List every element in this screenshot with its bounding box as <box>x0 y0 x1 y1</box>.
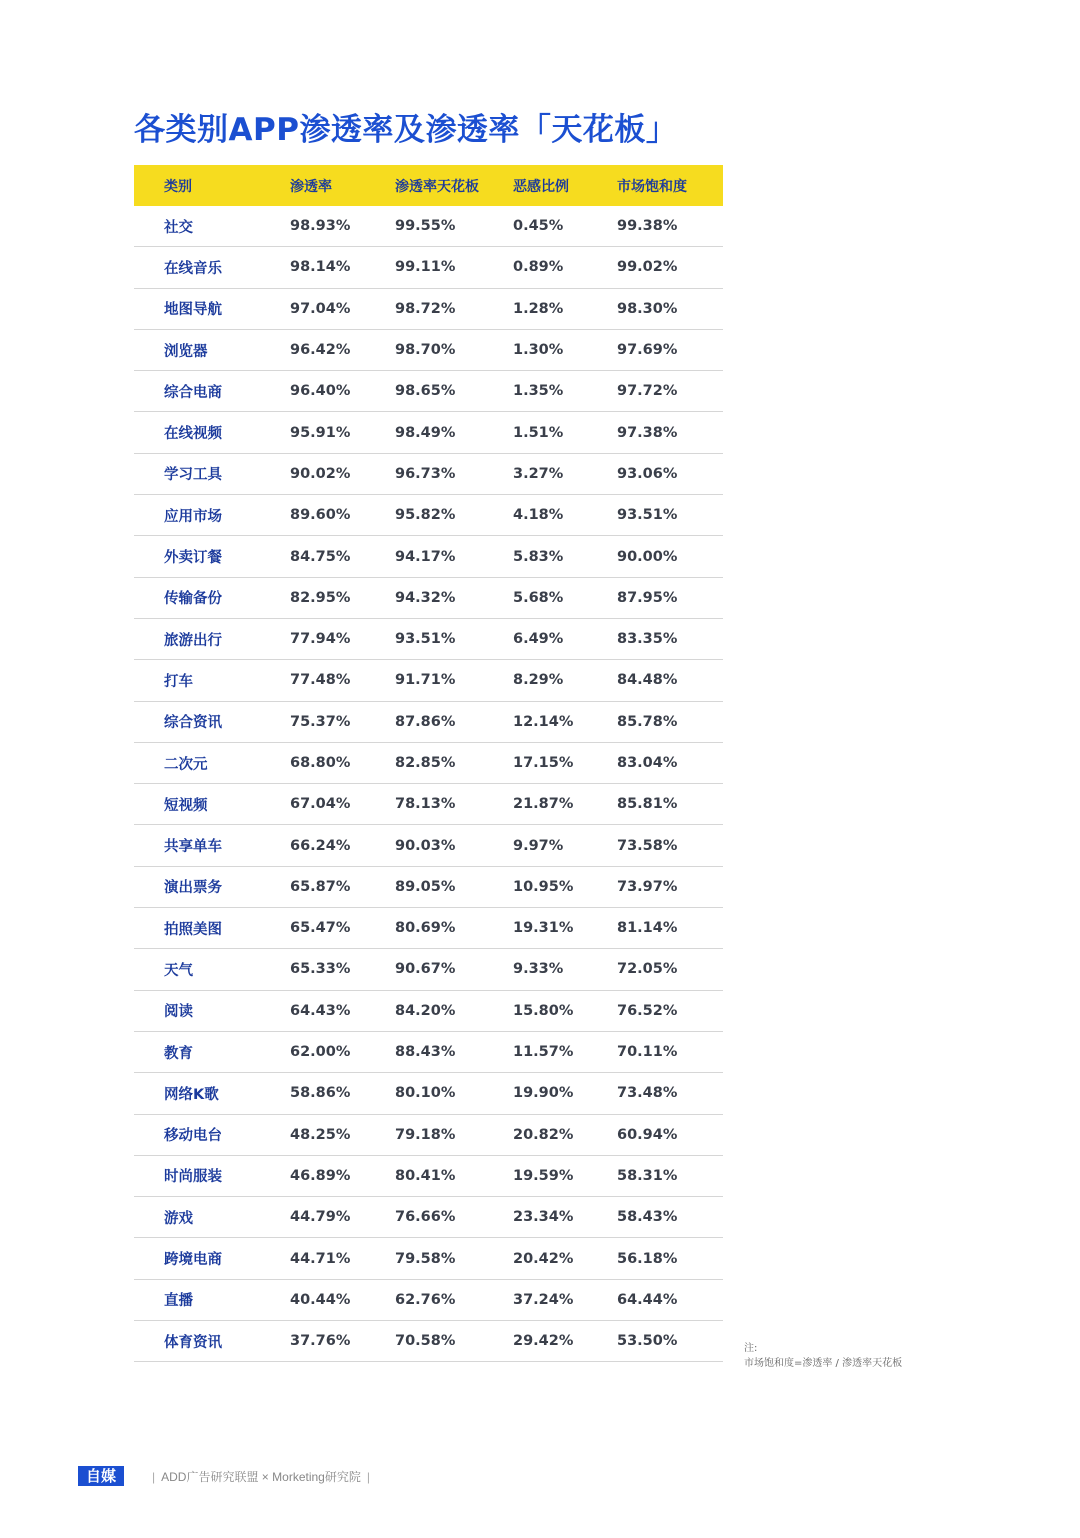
value-cell: 67.04% <box>290 796 351 813</box>
category-cell: 综合电商 <box>164 384 222 401</box>
value-cell: 82.95% <box>290 589 351 606</box>
value-cell: 1.28% <box>513 300 564 317</box>
column-header: 类别 <box>164 178 192 195</box>
value-cell: 96.42% <box>290 342 351 359</box>
table-row <box>134 660 723 701</box>
category-cell: 天气 <box>164 962 193 979</box>
footer <box>78 1466 376 1486</box>
value-cell: 62.76% <box>395 1291 456 1308</box>
table-row <box>134 330 723 371</box>
table-row <box>134 536 723 577</box>
category-cell: 二次元 <box>164 756 208 773</box>
value-cell: 80.41% <box>395 1167 456 1184</box>
category-cell: 移动电台 <box>164 1128 222 1145</box>
value-cell: 94.32% <box>395 589 456 606</box>
value-cell: 99.11% <box>395 259 456 276</box>
category-cell: 社交 <box>164 219 193 236</box>
value-cell: 12.14% <box>513 713 574 730</box>
value-cell: 37.76% <box>290 1333 351 1350</box>
table-row <box>134 454 723 495</box>
table-row <box>134 743 723 784</box>
table-row <box>134 1115 723 1156</box>
value-cell: 96.73% <box>395 465 456 482</box>
value-cell: 99.55% <box>395 218 456 235</box>
value-cell: 72.05% <box>617 961 678 978</box>
value-cell: 90.03% <box>395 837 456 854</box>
brand-logo: 自媒 <box>78 1466 124 1486</box>
value-cell: 19.59% <box>513 1167 574 1184</box>
value-cell: 56.18% <box>617 1250 678 1267</box>
value-cell: 0.89% <box>513 259 564 276</box>
value-cell: 89.60% <box>290 507 351 524</box>
table-row <box>134 412 723 453</box>
value-cell: 21.87% <box>513 796 574 813</box>
value-cell: 84.20% <box>395 1002 456 1019</box>
table-row <box>134 825 723 866</box>
table-row <box>134 289 723 330</box>
value-cell: 58.43% <box>617 1209 678 1226</box>
value-cell: 80.69% <box>395 920 456 937</box>
value-cell: 94.17% <box>395 548 456 565</box>
value-cell: 81.14% <box>617 920 678 937</box>
value-cell: 23.34% <box>513 1209 574 1226</box>
value-cell: 98.72% <box>395 300 456 317</box>
category-cell: 阅读 <box>164 1004 193 1021</box>
value-cell: 73.48% <box>617 1085 678 1102</box>
table-row <box>134 908 723 949</box>
category-cell: 短视频 <box>164 797 208 814</box>
value-cell: 65.87% <box>290 878 351 895</box>
value-cell: 6.49% <box>513 631 564 648</box>
value-cell: 3.27% <box>513 465 564 482</box>
value-cell: 19.31% <box>513 920 574 937</box>
value-cell: 60.94% <box>617 1126 678 1143</box>
value-cell: 53.50% <box>617 1333 678 1350</box>
table-row <box>134 619 723 660</box>
category-cell: 教育 <box>164 1045 193 1062</box>
value-cell: 76.66% <box>395 1209 456 1226</box>
value-cell: 9.33% <box>513 961 564 978</box>
page-title: 各类别APP渗透率及渗透率「天花板」 <box>134 112 678 148</box>
value-cell: 40.44% <box>290 1291 351 1308</box>
value-cell: 77.48% <box>290 672 351 689</box>
category-cell: 网络K歌 <box>164 1086 219 1103</box>
divider: | <box>152 1469 156 1484</box>
table-row <box>134 867 723 908</box>
value-cell: 93.51% <box>617 507 678 524</box>
footer-credit <box>146 1468 376 1485</box>
value-cell: 5.68% <box>513 589 564 606</box>
value-cell: 96.40% <box>290 383 351 400</box>
value-cell: 73.97% <box>617 878 678 895</box>
value-cell: 78.13% <box>395 796 456 813</box>
penetration-table <box>134 165 723 1362</box>
value-cell: 93.51% <box>395 631 456 648</box>
value-cell: 90.02% <box>290 465 351 482</box>
table-row <box>134 1197 723 1238</box>
table-row <box>134 247 723 288</box>
value-cell: 9.97% <box>513 837 564 854</box>
value-cell: 98.49% <box>395 424 456 441</box>
value-cell: 48.25% <box>290 1126 351 1143</box>
value-cell: 37.24% <box>513 1291 574 1308</box>
value-cell: 79.18% <box>395 1126 456 1143</box>
value-cell: 66.24% <box>290 837 351 854</box>
value-cell: 1.30% <box>513 342 564 359</box>
value-cell: 97.04% <box>290 300 351 317</box>
value-cell: 62.00% <box>290 1044 351 1061</box>
value-cell: 46.89% <box>290 1167 351 1184</box>
value-cell: 20.82% <box>513 1126 574 1143</box>
column-header: 渗透率天花板 <box>395 178 479 195</box>
divider: | <box>366 1469 370 1484</box>
category-cell: 地图导航 <box>164 302 222 319</box>
category-cell: 在线视频 <box>164 426 222 443</box>
value-cell: 84.48% <box>617 672 678 689</box>
category-cell: 体育资讯 <box>164 1334 222 1351</box>
value-cell: 10.95% <box>513 878 574 895</box>
footnote-label: 注: <box>744 1343 758 1354</box>
value-cell: 58.31% <box>617 1167 678 1184</box>
category-cell: 浏览器 <box>164 343 208 360</box>
value-cell: 80.10% <box>395 1085 456 1102</box>
category-cell: 在线音乐 <box>164 260 222 277</box>
category-cell: 打车 <box>164 673 193 690</box>
table-row <box>134 1156 723 1197</box>
category-cell: 拍照美图 <box>164 921 222 938</box>
value-cell: 99.02% <box>617 259 678 276</box>
value-cell: 97.72% <box>617 383 678 400</box>
value-cell: 95.91% <box>290 424 351 441</box>
value-cell: 44.79% <box>290 1209 351 1226</box>
value-cell: 70.11% <box>617 1044 678 1061</box>
table-body <box>134 206 723 1362</box>
value-cell: 98.93% <box>290 218 351 235</box>
value-cell: 44.71% <box>290 1250 351 1267</box>
table-row <box>134 949 723 990</box>
category-cell: 共享单车 <box>164 839 222 856</box>
value-cell: 11.57% <box>513 1044 574 1061</box>
category-cell: 学习工具 <box>164 467 222 484</box>
value-cell: 1.35% <box>513 383 564 400</box>
value-cell: 90.00% <box>617 548 678 565</box>
value-cell: 17.15% <box>513 755 574 771</box>
table-header <box>134 165 723 206</box>
footnote <box>744 1341 902 1371</box>
value-cell: 99.38% <box>617 218 678 235</box>
value-cell: 97.38% <box>617 424 678 441</box>
footer-credit-text: ADD广告研究联盟 × Morketing研究院 <box>161 1469 361 1484</box>
value-cell: 19.90% <box>513 1085 574 1102</box>
value-cell: 65.47% <box>290 920 351 937</box>
table-row <box>134 784 723 825</box>
table-row <box>134 1321 723 1362</box>
value-cell: 20.42% <box>513 1250 574 1267</box>
value-cell: 98.70% <box>395 342 456 359</box>
value-cell: 85.78% <box>617 713 678 730</box>
table-row <box>134 702 723 743</box>
value-cell: 87.95% <box>617 589 678 606</box>
value-cell: 4.18% <box>513 507 564 524</box>
value-cell: 89.05% <box>395 878 456 895</box>
category-cell: 时尚服装 <box>164 1169 222 1186</box>
value-cell: 90.67% <box>395 961 456 978</box>
value-cell: 65.33% <box>290 961 351 978</box>
category-cell: 综合资讯 <box>164 715 222 732</box>
category-cell: 跨境电商 <box>164 1252 222 1269</box>
category-cell: 演出票务 <box>164 880 222 897</box>
footnote-text: 市场饱和度=渗透率 / 渗透率天花板 <box>744 1358 903 1369</box>
category-cell: 旅游出行 <box>164 632 222 649</box>
value-cell: 87.86% <box>395 713 456 730</box>
table-row <box>134 371 723 412</box>
value-cell: 85.81% <box>617 796 678 813</box>
value-cell: 83.35% <box>617 631 678 648</box>
value-cell: 98.65% <box>395 383 456 400</box>
value-cell: 76.52% <box>617 1002 678 1019</box>
category-cell: 直播 <box>164 1293 193 1310</box>
value-cell: 64.44% <box>617 1291 678 1308</box>
value-cell: 88.43% <box>395 1044 456 1061</box>
value-cell: 84.75% <box>290 548 351 565</box>
value-cell: 98.30% <box>617 300 678 317</box>
table-row <box>134 495 723 536</box>
table-row <box>134 1238 723 1279</box>
value-cell: 83.04% <box>617 755 678 771</box>
table-row <box>134 991 723 1032</box>
value-cell: 91.71% <box>395 672 456 689</box>
value-cell: 64.43% <box>290 1002 351 1019</box>
column-header: 市场饱和度 <box>617 178 687 195</box>
category-cell: 外卖订餐 <box>164 550 222 567</box>
value-cell: 29.42% <box>513 1333 574 1350</box>
category-cell: 应用市场 <box>164 508 222 525</box>
value-cell: 0.45% <box>513 218 564 235</box>
value-cell: 8.29% <box>513 672 564 689</box>
value-cell: 75.37% <box>290 713 351 730</box>
value-cell: 15.80% <box>513 1002 574 1019</box>
table-row <box>134 1073 723 1114</box>
column-header: 恶感比例 <box>513 178 569 195</box>
value-cell: 82.85% <box>395 755 456 771</box>
table-row <box>134 1032 723 1073</box>
value-cell: 68.80% <box>290 755 351 771</box>
value-cell: 58.86% <box>290 1085 351 1102</box>
value-cell: 95.82% <box>395 507 456 524</box>
value-cell: 98.14% <box>290 259 351 276</box>
value-cell: 93.06% <box>617 465 678 482</box>
value-cell: 1.51% <box>513 424 564 441</box>
table-row <box>134 206 723 247</box>
value-cell: 97.69% <box>617 342 678 359</box>
category-cell: 传输备份 <box>164 591 222 608</box>
table-row <box>134 578 723 619</box>
category-cell: 游戏 <box>164 1210 193 1227</box>
value-cell: 77.94% <box>290 631 351 648</box>
value-cell: 79.58% <box>395 1250 456 1267</box>
table-row <box>134 1280 723 1321</box>
column-header: 渗透率 <box>290 178 332 195</box>
value-cell: 70.58% <box>395 1333 456 1350</box>
value-cell: 5.83% <box>513 548 564 565</box>
value-cell: 73.58% <box>617 837 678 854</box>
